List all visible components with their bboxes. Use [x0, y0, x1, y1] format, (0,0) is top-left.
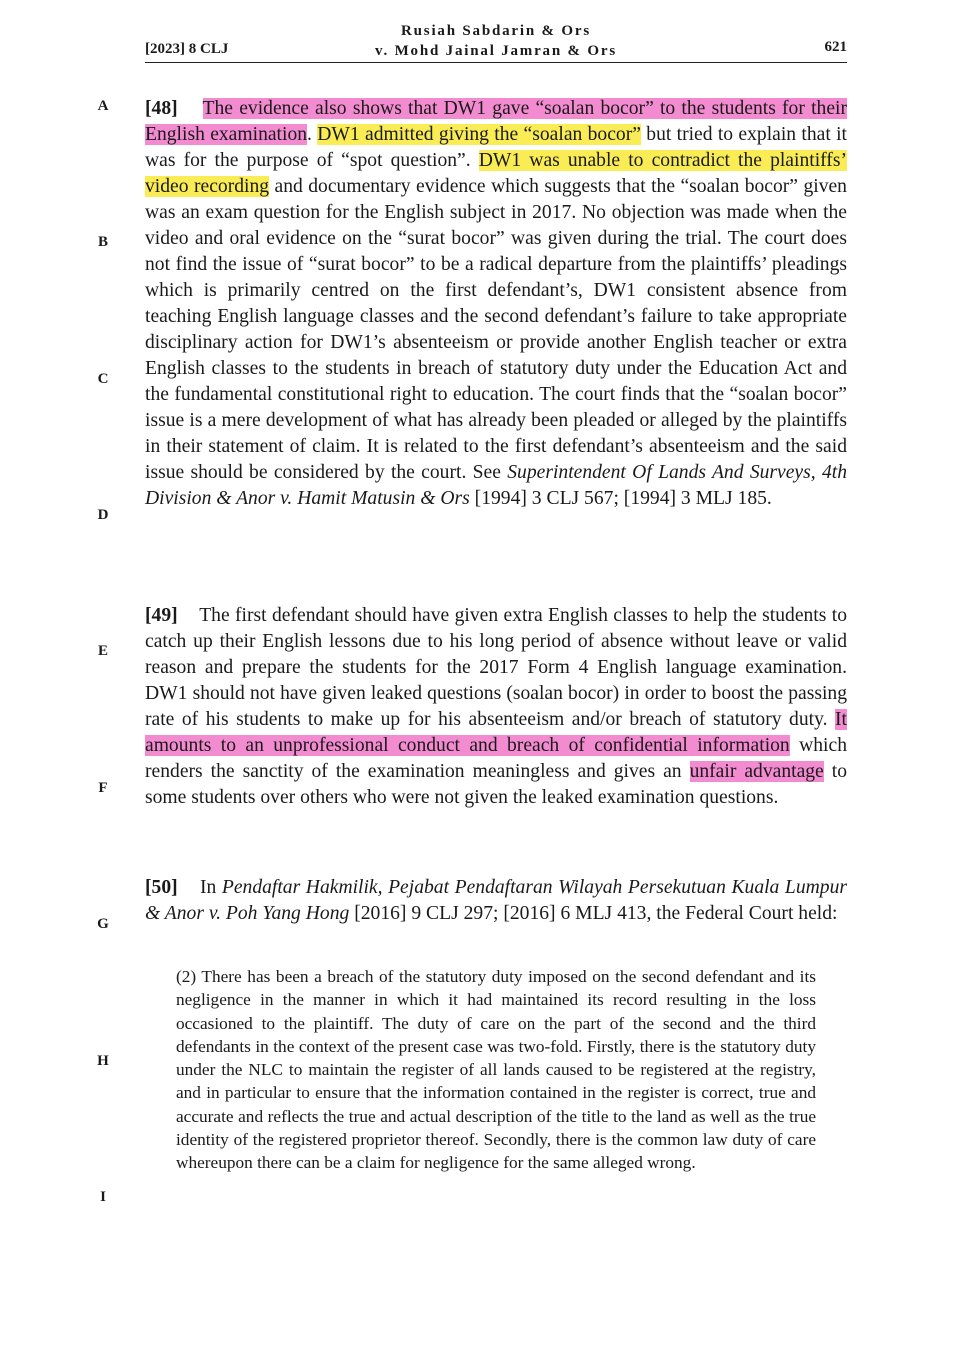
margin-letter-i: I	[100, 1189, 106, 1205]
page-header	[145, 20, 847, 63]
paragraph-number: [48]	[145, 98, 178, 119]
case-title-line1: Rusiah Sabdarin & Ors	[401, 23, 591, 39]
highlight-pink: The evidence also shows that DW1 gave “soalan bocor” to the students for their English examination	[145, 98, 847, 145]
margin-letter-f: F	[98, 780, 108, 796]
margin-letter-b: B	[97, 234, 108, 250]
paragraph-50	[145, 875, 847, 927]
page-number: 621	[824, 39, 847, 55]
text-run: which renders the sanctity of the examination meaningless and gives an	[145, 735, 847, 782]
case-title	[145, 21, 847, 61]
margin-letter-h: H	[97, 1053, 109, 1069]
text-run: In	[199, 877, 222, 898]
highlight-yellow: DW1 was unable to contradict the plaintiffs’ video recording	[145, 150, 847, 197]
text-run: .	[307, 124, 318, 145]
text-run: The first defendant should have given extra English classes to help the students to catch up their English lessons due to his long period of absence without leave or valid reason and prepare the students for the 2017 Form 4 English language examination. DW1 should not have given leaked questions (soalan bocor) in order to boost the passing rate of his students to make up for his absenteeism and/or breach of statutory duty.	[145, 605, 848, 730]
text-run: to some students over others who were not given the leaked examination questions.	[145, 761, 847, 808]
highlight-pink: unfair advantage	[689, 761, 824, 782]
paragraph-number: [50]	[145, 877, 178, 898]
text-run: and documentary evidence which suggests that the “soalan bocor” given was an exam question for the English subject in 2017. No objection was made when the video and oral evidence on the “surat bocor” was given during the trial. The court does not find the issue of “surat bocor” to be a radical departure from the plaintiffs’ pleadings which is primarily centred on the first defendant’s, DW1 consistent absence from teaching English language classes and the second defendant’s failure to take appropriate disciplinary action for DW1’s absenteeism or provide another English teacher or extra English classes to the students in breach of statutory duty under the Education Act and the fundamental constitutional right to education. The court finds that the “soalan bocor” issue is a mere development of what has already been pleaded or alleged by the plaintiffs in their statement of claim. It is related to the first defendant’s absenteeism and the said issue should be considered by the court. See	[145, 176, 847, 483]
paragraph-49	[145, 603, 847, 811]
margin-letter-g: G	[97, 916, 109, 932]
margin-letter-e: E	[97, 643, 108, 659]
case-citation: [2016] 9 CLJ 297; [2016] 6 MLJ 413, the Federal Court held:	[349, 903, 838, 924]
case-name: Superintendent Of Lands And Surveys, 4th Division & Anor v. Hamit Matusin & Ors	[145, 462, 847, 509]
margin-letter-a: A	[97, 98, 109, 114]
paragraph-number: [49]	[145, 605, 178, 626]
case-citation: [1994] 3 CLJ 567; [1994] 3 MLJ 185.	[469, 488, 772, 509]
margin-letter-c: C	[97, 371, 109, 387]
highlight-pink: It amounts to an unprofessional conduct and breach of confidential information	[145, 709, 847, 756]
text-run: but tried to explain that it was for the purpose of “spot question”.	[145, 124, 847, 171]
case-name: Pendaftar Hakmilik, Pejabat Pendaftaran Wilayah Persekutuan Kuala Lumpur & Anor v. Poh Yang Hong	[145, 877, 847, 924]
case-title-line2: v. Mohd Jainal Jamran & Ors	[375, 43, 617, 59]
block-quote: (2) There has been a breach of the statutory duty imposed on the second defendant and its negligence in the manner in which it had maintained its record resulting in the loss occasioned to the plaintiff. The duty of care on the part of the second and the third defendants in the context of the present case was two-fold. Firstly, there is the statutory duty under the NLC to maintain the register of all lands caused to be registered at the registry, and in particular to ensure that the information contained in the register is correct, true and accurate and reflects the true and actual description of the title to the land as well as the true identity of the registered proprietor thereof. Secondly, there is the common law duty of care whereupon there can be a claim for negligence for the same alleged wrong.	[176, 967, 816, 1173]
margin-letter-d: D	[97, 507, 109, 523]
highlight-yellow: DW1 admitted giving the “soalan bocor”	[317, 124, 641, 145]
report-citation: [2023] 8 CLJ	[145, 41, 229, 57]
paragraph-48	[145, 96, 847, 512]
